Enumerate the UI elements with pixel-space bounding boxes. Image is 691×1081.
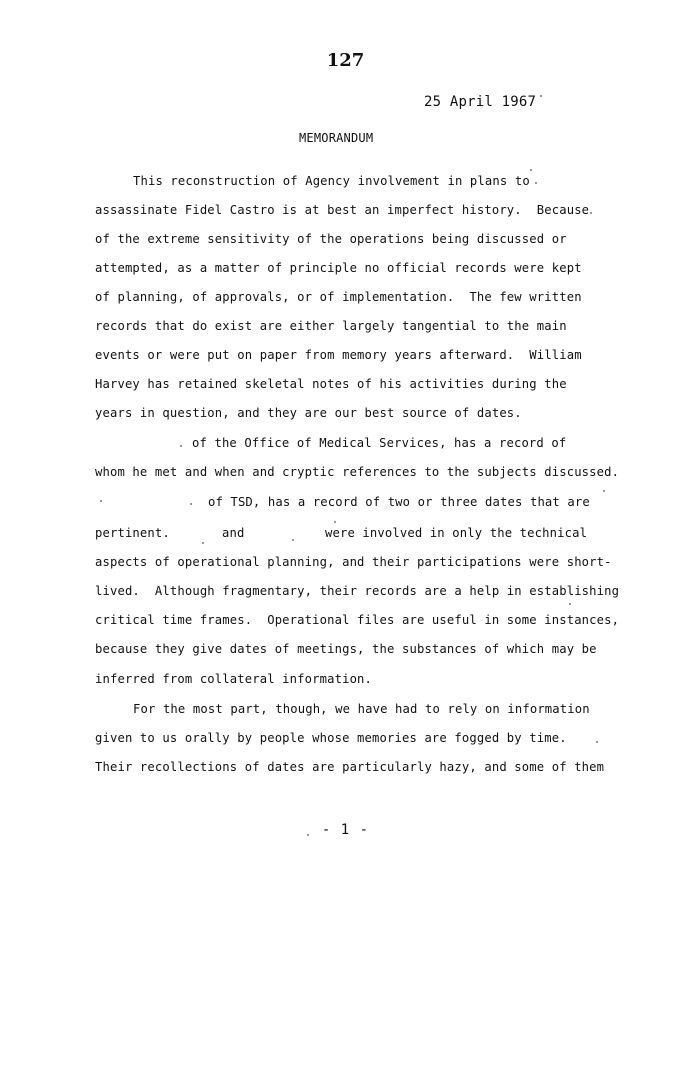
body-line: inferred from collateral information. [95,672,373,686]
memo-date: 25 April 1967 [424,94,537,110]
scan-speck [202,542,204,544]
body-line: were involved in only the technical [325,526,588,540]
scan-speck [180,445,182,447]
body-line: pertinent. [95,526,170,540]
scan-speck [100,500,102,502]
body-line: Their recollections of dates are particularly hazy, and some of them [95,760,605,774]
body-line: This reconstruction of Agency involvement in plans to [133,174,530,188]
body-line: lived. Although fragmentary, their records are a help in establishing [95,584,620,598]
scan-speck [590,212,592,214]
memo-title: MEMORANDUM [299,131,374,145]
scan-speck [569,603,571,605]
body-line: because they give dates of meetings, the substances of which may be [95,642,597,656]
body-line: whom he met and when and cryptic references to the subjects discussed. [95,465,620,479]
body-line: years in question, and they are our best source of dates. [95,406,522,420]
scan-speck [307,834,309,836]
body-line: of the extreme sensitivity of the operations being discussed or [95,232,567,246]
body-line: of the Office of Medical Services, has a record of [192,436,567,450]
scan-speck [334,521,336,523]
scan-speck [596,741,598,743]
body-line: assassinate Fidel Castro is at best an imperfect history. Because [95,203,590,217]
scan-speck [603,490,605,492]
body-line: events or were put on paper from memory years afterward. William [95,348,582,362]
scan-speck [190,503,192,505]
scan-speck [530,169,532,171]
body-line: aspects of operational planning, and their participations were short- [95,555,612,569]
scan-speck [535,182,537,184]
scan-speck [292,539,294,541]
body-line: given to us orally by people whose memories are fogged by time. [95,731,567,745]
scan-speck [540,95,542,97]
page-footer: - 1 - [321,822,370,838]
body-line: critical time frames. Operational files are useful in some instances, [95,613,620,627]
body-line: and [222,526,245,540]
body-line: attempted, as a matter of principle no official records were kept [95,261,582,275]
body-line: Harvey has retained skeletal notes of his activities during the [95,377,567,391]
page-number: 127 [326,50,365,71]
body-line: records that do exist are either largely tangential to the main [95,319,567,333]
body-line: of TSD, has a record of two or three dates that are [208,495,590,509]
body-line: For the most part, though, we have had to rely on information [133,702,590,716]
body-line: of planning, of approvals, or of implementation. The few written [95,290,582,304]
